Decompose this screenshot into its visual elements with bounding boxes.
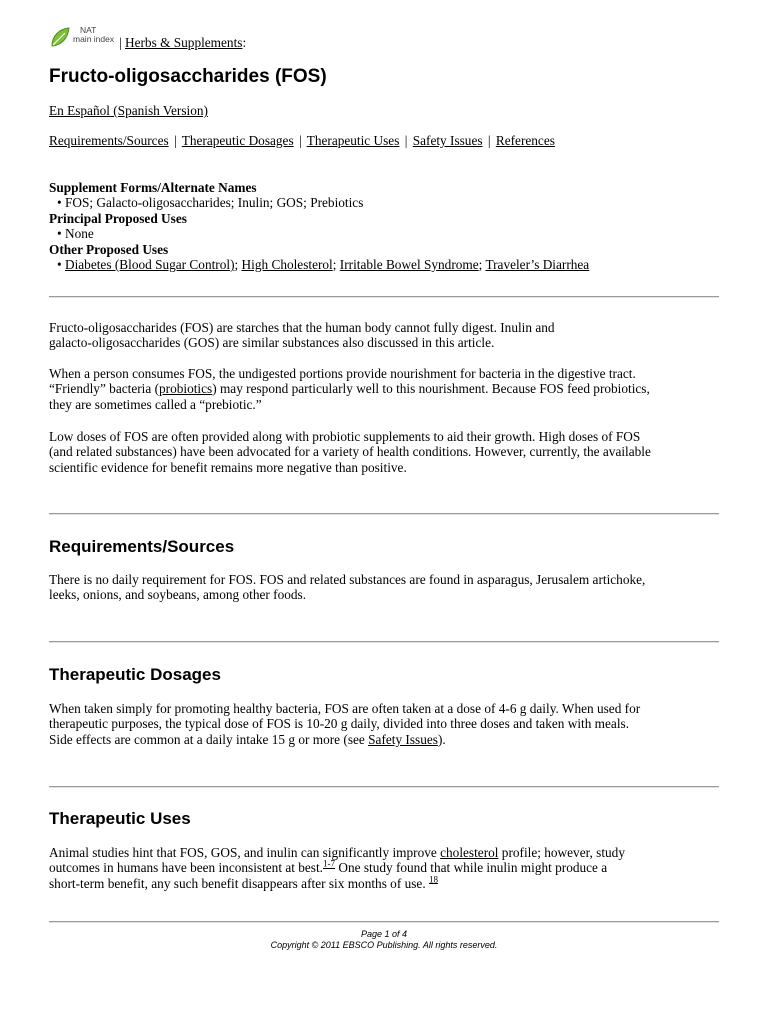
cholesterol-link[interactable]: cholesterol bbox=[440, 845, 499, 860]
text-line bbox=[49, 860, 625, 875]
use-link-diabetes[interactable]: Diabetes (Blood Sugar Control) bbox=[64, 257, 235, 273]
breadcrumb-text bbox=[119, 35, 246, 51]
text-line: galacto-oligosaccharides (GOS) are similar substances also discussed in this article. bbox=[49, 335, 495, 351]
page-number: Page 1 of 4 bbox=[360, 929, 408, 939]
text-span: ) may respond particularly well to this nourishment. Because FOS feed probiotics, bbox=[212, 381, 650, 397]
text-line: When taken simply for promoting healthy bacteria, FOS are often taken at a dose of 4-6 g daily. When used for bbox=[49, 701, 641, 716]
text-line: (and related substances) have been advocated for a variety of health conditions. However, currently, the available bbox=[49, 444, 651, 460]
text-span: short-term benefit, any such benefit disappears after six months of use. bbox=[49, 875, 426, 891]
section-heading-dosages: Therapeutic Dosages bbox=[49, 665, 221, 684]
intro-paragraph-1 bbox=[49, 320, 555, 351]
text-line: therapeutic purposes, the typical dose of FOS is 10-20 g daily, divided into three doses and taken with meals. bbox=[49, 716, 630, 732]
nav-separator: | bbox=[404, 133, 408, 148]
text-span: Side effects are common at a daily intake 15 g or more (see bbox=[49, 731, 365, 747]
logo-text[interactable] bbox=[73, 26, 114, 44]
text-span: One study found that while inulin might produce a bbox=[338, 860, 608, 876]
section-heading-requirements: Requirements/Sources bbox=[49, 537, 235, 556]
safety-issues-link[interactable]: Safety Issues bbox=[368, 731, 438, 747]
nav-separator: | bbox=[487, 133, 491, 148]
text-span: outcomes in humans have been inconsistent at best. bbox=[49, 860, 324, 876]
forms-heading: Supplement Forms/Alternate Names bbox=[49, 180, 257, 195]
intro-paragraph-2 bbox=[49, 366, 650, 412]
footer-divider bbox=[49, 921, 719, 923]
list-separator: ; bbox=[332, 257, 337, 273]
requirements-paragraph bbox=[49, 572, 645, 603]
text-span: ). bbox=[437, 731, 446, 747]
divider bbox=[49, 786, 719, 788]
use-link-ibs[interactable]: Irritable Bowel Syndrome bbox=[339, 257, 479, 273]
list-separator: ; bbox=[478, 257, 483, 273]
nav-link-requirements[interactable]: Requirements/Sources bbox=[49, 133, 169, 148]
nav-link-uses[interactable]: Therapeutic Uses bbox=[306, 133, 400, 148]
section-heading-uses: Therapeutic Uses bbox=[49, 809, 191, 828]
divider bbox=[49, 296, 719, 298]
text-line bbox=[49, 845, 625, 860]
text-line bbox=[49, 876, 625, 891]
nav-separator: | bbox=[298, 133, 302, 148]
nav-link-safety[interactable]: Safety Issues bbox=[412, 133, 483, 148]
page-title: Fructo-oligosaccharides (FOS) bbox=[49, 66, 327, 87]
breadcrumb-suffix: : bbox=[242, 35, 247, 50]
nav-link-references[interactable]: References bbox=[495, 133, 555, 148]
text-line bbox=[49, 732, 640, 747]
text-line: they are sometimes called a “prebiotic.” bbox=[49, 396, 262, 412]
bullet: • bbox=[57, 257, 62, 273]
copyright: Copyright © 2011 EBSCO Publishing. All rights reserved. bbox=[270, 940, 498, 950]
text-span: Animal studies hint that FOS, GOS, and inulin can significantly improve bbox=[49, 845, 437, 860]
spanish-version-link[interactable]: En Español (Spanish Version) bbox=[49, 103, 208, 118]
text-line: There is no daily requirement for FOS. FOS and related substances are found in asparagus, Jerusalem artichoke, bbox=[49, 572, 646, 587]
text-line bbox=[49, 381, 650, 396]
other-uses-list bbox=[49, 257, 589, 272]
use-link-high-cholesterol[interactable]: High Cholesterol bbox=[241, 257, 333, 273]
divider bbox=[49, 641, 719, 643]
nav-separator: | bbox=[173, 133, 177, 148]
other-uses-heading: Other Proposed Uses bbox=[49, 241, 169, 257]
dosages-paragraph bbox=[49, 701, 640, 747]
list-separator: ; bbox=[234, 257, 239, 273]
text-line: leeks, onions, and soybeans, among other foods. bbox=[49, 587, 307, 603]
text-line: scientific evidence for benefit remains more negative than positive. bbox=[49, 459, 407, 475]
text-span: profile; however, study bbox=[501, 845, 625, 860]
logo-top-text: NAT bbox=[80, 25, 97, 35]
reference-link-18[interactable]: 18 bbox=[428, 874, 438, 885]
uses-paragraph bbox=[49, 845, 625, 891]
reference-link-1-7[interactable]: 1-7 bbox=[323, 858, 336, 869]
divider bbox=[49, 513, 719, 515]
breadcrumb bbox=[49, 26, 449, 50]
logo-bottom-text: main index bbox=[73, 34, 115, 44]
leaf-logo-icon[interactable] bbox=[49, 26, 71, 50]
intro-paragraph-3 bbox=[49, 429, 651, 475]
breadcrumb-separator: | bbox=[119, 35, 122, 50]
nav-link-dosages[interactable]: Therapeutic Dosages bbox=[181, 133, 294, 148]
use-link-travelers-diarrhea[interactable]: Traveler’s Diarrhea bbox=[485, 257, 590, 273]
forms-value: • FOS; Galacto-oligosaccharides; Inulin; GOS; Prebiotics bbox=[57, 195, 364, 211]
principal-uses-heading: Principal Proposed Uses bbox=[49, 210, 187, 226]
principal-uses-value: • None bbox=[57, 226, 94, 242]
text-line: Fructo-oligosaccharides (FOS) are starches that the human body cannot fully digest. Inulin and bbox=[49, 320, 555, 335]
text-line: When a person consumes FOS, the undigested portions provide nourishment for bacteria in the digestive tract. bbox=[49, 366, 636, 381]
summary-block bbox=[49, 180, 589, 272]
breadcrumb-link-herbs-supplements[interactable]: Herbs & Supplements bbox=[125, 35, 243, 50]
probiotics-link[interactable]: probiotics bbox=[159, 381, 213, 397]
text-line: Low doses of FOS are often provided along with probiotic supplements to aid their growth. High doses of FOS bbox=[49, 429, 641, 444]
text-span: “Friendly” bacteria ( bbox=[49, 381, 160, 397]
section-nav bbox=[49, 133, 555, 149]
